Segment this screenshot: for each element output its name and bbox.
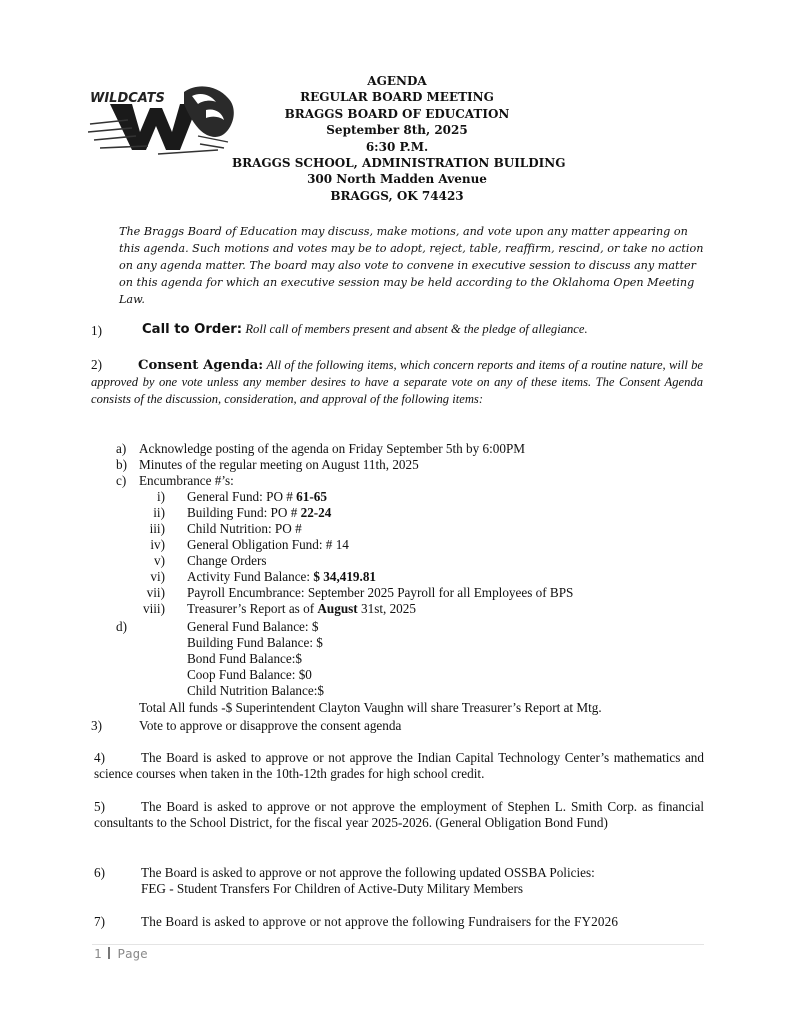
- policy-line: FEG - Student Transfers For Children of Active-Duty Military Members: [141, 881, 524, 896]
- header-board: BRAGGS BOARD OF EDUCATION: [284, 106, 510, 121]
- header-city: BRAGGS, OK 74423: [330, 188, 464, 203]
- balance-line: Coop Fund Balance: $0: [187, 667, 312, 682]
- roman-label: ii): [153, 505, 165, 520]
- balance-line: Child Nutrition Balance:$: [187, 683, 324, 698]
- balance-line: Bond Fund Balance:$: [187, 651, 303, 666]
- encumbrance-row: Activity Fund Balance: $ 34,419.81: [187, 569, 376, 584]
- sub-label: d): [116, 619, 127, 634]
- sub-label: a): [116, 441, 127, 456]
- consent-item-b: Minutes of the regular meeting on August 11th, 2025: [139, 457, 419, 472]
- encumbrance-row: Change Orders: [187, 553, 267, 568]
- encumbrance-row: Building Fund: PO # 22-24: [187, 505, 332, 520]
- encumbrance-row: General Fund: PO # 61-65: [187, 489, 327, 504]
- svg-text:WILDCATS: WILDCATS: [90, 91, 165, 106]
- header-title: AGENDA: [367, 74, 427, 88]
- total-funds-line: Total All funds -$ Superintendent Clayton Vaughn will share Treasurer’s Report at Mtg.: [139, 700, 602, 715]
- item-number: 5): [94, 799, 105, 814]
- item-number: 2): [91, 357, 102, 372]
- consent-paragraph: [91, 357, 703, 407]
- intro-paragraph: The Braggs Board of Education may discuss, make motions, and vote upon any matter appearing on this agenda. Such motions and votes may be to adopt, reject, table, reaffirm, rescind, or take no action on any agenda matter. The board may also vote to convene in executive session to discuss any matter on this agenda for which an executive session may be held according to the Oklahoma Open Meeting Law.: [119, 225, 704, 306]
- agenda-item-3: Vote to approve or disapprove the consent agenda: [139, 718, 402, 733]
- footer-separator: [108, 947, 110, 959]
- roman-label: iv): [150, 537, 165, 552]
- agenda-item-6: The Board is asked to approve or not approve the following updated OSSBA Policies:: [141, 865, 595, 880]
- item-heading: Consent Agenda:: [138, 358, 264, 373]
- roman-label: vii): [146, 585, 165, 600]
- roman-label: vi): [150, 569, 165, 584]
- sub-label: b): [116, 457, 127, 472]
- encumbrance-row: Treasurer’s Report as of August 31st, 2025: [187, 601, 416, 616]
- item-number: 1): [91, 323, 102, 338]
- roman-label: viii): [143, 601, 165, 616]
- encumbrance-row: General Obligation Fund: # 14: [187, 537, 349, 552]
- roman-label: iii): [149, 521, 165, 536]
- footer-rule: [92, 944, 704, 945]
- item-text: All of the following items, which concern reports and items of a routine nature, will be approved by one vote unless any member desires to have a separate vote on any of these items. The Consent Agenda consists of the discussion, consideration, and approval of the following items:: [91, 358, 703, 406]
- page-number: 1: [94, 946, 102, 961]
- consent-item-c: Encumbrance #’s:: [139, 473, 234, 488]
- page-label: Page: [117, 946, 148, 961]
- header-street: 300 North Madden Avenue: [307, 172, 487, 187]
- encumbrance-row: Child Nutrition: PO #: [187, 521, 302, 536]
- balance-line: Building Fund Balance: $: [187, 635, 323, 650]
- item-text: Roll call of members present and absent & the pledge of allegiance.: [245, 322, 588, 336]
- consent-item-a: Acknowledge posting of the agenda on Friday September 5th by 6:00PM: [139, 441, 526, 456]
- item-number: 3): [91, 718, 102, 733]
- item-text: The Board is asked to approve or not approve the Indian Capital Technology Center’s mathematics and science courses when taken in the 10th-12th grades for high school credit.: [94, 750, 704, 782]
- item-number: 6): [94, 865, 105, 880]
- agenda-item-7: The Board is asked to approve or not approve the following Fundraisers for the FY2026: [141, 914, 619, 929]
- item-number: 7): [94, 914, 105, 929]
- item-number: 4): [94, 750, 105, 765]
- item-heading: Call to Order:: [142, 322, 243, 337]
- sub-label: c): [116, 473, 127, 488]
- header-date: September 8th, 2025: [326, 123, 468, 138]
- roman-label: i): [156, 489, 165, 504]
- roman-label: v): [154, 553, 165, 568]
- header-location: BRAGGS SCHOOL, ADMINISTRATION BUILDING: [232, 156, 566, 171]
- agenda-header: [232, 73, 566, 204]
- header-meeting-type: REGULAR BOARD MEETING: [300, 90, 494, 105]
- encumbrance-row: Payroll Encumbrance: September 2025 Payroll for all Employees of BPS: [187, 585, 574, 600]
- item-text: The Board is asked to approve or not approve the employment of Stephen L. Smith Corp. as financial consultants to the School District, for the fiscal year 2025-2026. (General Obligation Bond Fund): [94, 799, 704, 831]
- balance-line: General Fund Balance: $: [187, 619, 319, 634]
- wildcats-logo: [88, 84, 242, 160]
- page-footer: [94, 946, 148, 961]
- header-time: 6:30 P.M.: [365, 139, 429, 154]
